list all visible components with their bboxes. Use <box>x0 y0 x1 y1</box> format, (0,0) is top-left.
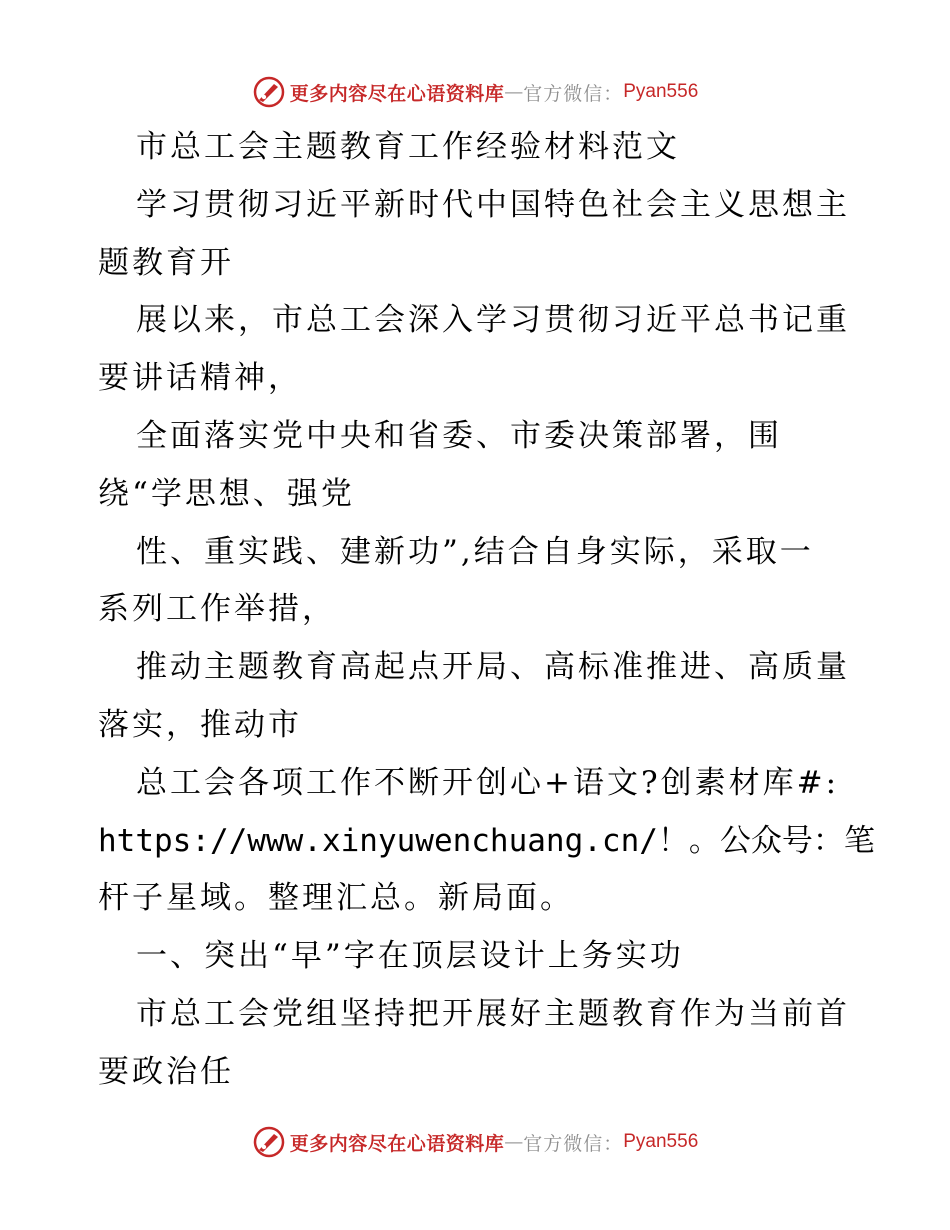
banner-title: 更多内容尽在心语资料库 <box>289 1132 505 1155</box>
document-body <box>98 119 875 1102</box>
section-heading: 一、突出“早”字在顶层设计上务实功 <box>136 938 684 975</box>
text-line: 杆子星域。整理汇总。新局面。 <box>98 880 574 917</box>
banner-dash: — <box>504 81 524 103</box>
document-title: 市总工会主题教育工作经验材料范文 <box>136 129 680 165</box>
banner-wechat-id: Pyan556 <box>623 81 699 102</box>
text-line: 市总工会党组坚持把开展好主题教育作为当前首 <box>136 995 850 1032</box>
text-line: 总工会各项工作不断开创心+语文?创素材库#: <box>136 764 840 801</box>
logo-icon <box>252 1125 286 1159</box>
text-line: 绕“学思想、强党 <box>98 475 355 512</box>
text-line: 要政治任 <box>98 1053 234 1090</box>
banner-wechat-id: Pyan556 <box>623 1131 699 1152</box>
banner-title: 更多内容尽在心语资料库 <box>289 82 505 105</box>
banner-dash: — <box>504 1131 524 1153</box>
text-line: 展以来，市总工会深入学习贯彻习近平总书记重 <box>136 302 850 339</box>
banner-wechat-label: 官方微信： <box>523 1132 624 1155</box>
logo-icon <box>252 75 286 109</box>
text-line: 推动主题教育高起点开局、高标准推进、高质量 <box>136 649 850 686</box>
url-line: https://www.xinyuwenchuang.cn/！。公众号：笔 <box>98 822 875 859</box>
text-line: 学习贯彻习近平新时代中国特色社会主义思想主 <box>136 186 850 223</box>
footer-banner <box>0 1122 950 1162</box>
text-line: 系列工作举措， <box>98 591 336 628</box>
banner-wechat-label: 官方微信： <box>523 82 624 105</box>
text-line: 题教育开 <box>98 244 234 281</box>
text-line: 全面落实党中央和省委、市委决策部署，围 <box>136 417 782 454</box>
text-line: 性、重实践、建新功”,结合自身实际，采取一 <box>136 533 814 570</box>
text-line: 落实，推动市 <box>98 706 302 743</box>
text-line: 要讲话精神， <box>98 360 302 397</box>
header-banner <box>0 72 950 112</box>
